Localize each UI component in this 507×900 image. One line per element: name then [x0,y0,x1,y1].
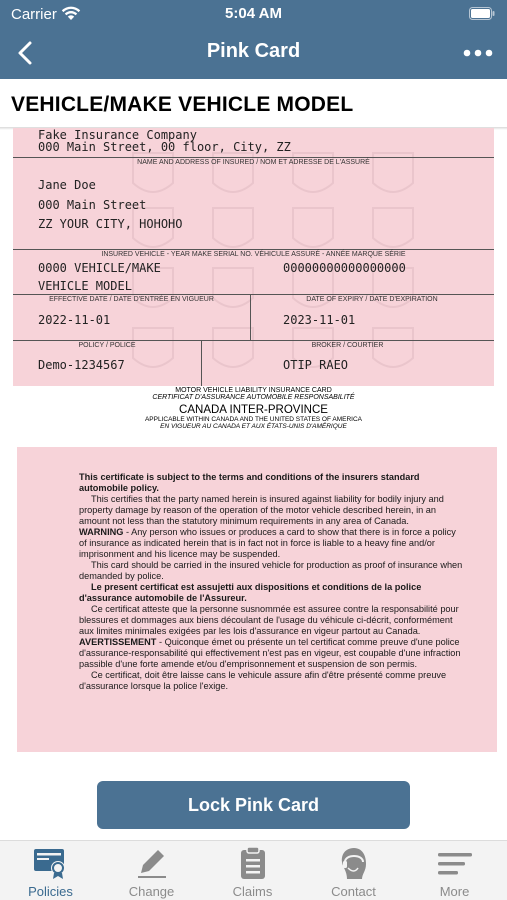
warning-text-french: - Quiconque émet ou présente un tel certificat comme preuve d'une police d'assurance-responsabilité qui effectivement n'est pas en vigeur, est coupable d'une infraction passible d'une forte amende et/ou d'emprisonnement et suspension de son permis. [79,637,461,669]
lock-pink-card-button[interactable]: Lock Pink Card [97,781,410,829]
ellipsis-icon [461,40,495,66]
warning-paragraph [79,527,465,560]
tab-policies[interactable] [0,841,101,900]
terms-statement: This certificate is subject to the terms and conditions of the insurers standard automobile policy. [79,472,420,493]
card-type-english: MOTOR VEHICLE LIABILITY INSURANCE CARD [175,387,332,394]
more-options-button[interactable] [461,40,495,66]
insured-street: 000 Main Street [38,198,147,212]
terms-statement-french: Le present certificat est assujetti aux dispositions et conditions de la police d'assurance automobile de l'Assureur. [79,582,422,603]
carrier-label: Carrier [11,6,57,23]
coverage-region: CANADA INTER-PROVINCE [179,404,328,416]
liability-statement-french: Ce certificat atteste que la personne susnommée est assuree contre la responsabilité pour blessures et dommages aux biens découlant de l'usage du véhicule ci-décrit, conformément aux limites minimales exigées par les lois d'assurance en vigeur partout au Canada. [79,604,459,636]
expiry-date: 2023-11-01 [283,313,356,327]
tab-label: More [439,884,470,899]
card-footer [13,386,494,436]
tab-label: Claims [232,884,273,899]
navigation-bar [0,0,507,79]
applicability-french: EN VIGUEUR AU CANADA ET AUX ÉTATS-UNIS D'AMÉRIQUE [160,423,347,430]
pencil-icon [134,846,170,880]
warning-heading-french: AVERTISSEMENT [79,637,157,647]
clipboard-icon [235,846,271,880]
tab-more[interactable] [404,841,505,900]
insurer-address: 000 Main Street, 00 floor, City, ZZ [38,140,291,154]
warning-heading: WARNING [79,527,124,537]
divider [13,157,494,158]
hamburger-menu-icon [437,846,473,880]
divider [250,294,251,340]
applicability-english: APPLICABLE WITHIN CANADA AND THE UNITED STATES OF AMERICA [144,416,363,423]
carry-card-statement: This card should be carried in the insured vehicle for production as proof of insurance when demanded by police. [79,560,463,581]
divider [201,340,202,386]
tab-bar [0,840,507,900]
vehicle-model: VEHICLE MODEL [38,279,132,293]
tab-label: Change [128,884,175,899]
vehicle-heading: VEHICLE/MAKE VEHICLE MODEL [0,79,507,129]
broker-name: OTIP RAEO [283,358,349,372]
effective-date: 2022-11-01 [38,313,111,327]
tab-contact[interactable] [303,841,404,900]
card-type-french: CERTIFICAT D'ASSURANCE AUTOMOBILE RESPONSABILITÉ [152,394,355,401]
divider [13,340,494,341]
insured-city: ZZ YOUR CITY, HOHOHO [38,217,183,231]
warning-text: - Any person who issues or produces a card to show that there is in force a policy of insurance as indicated herein that is in fact not in force is liable to a heavy fine and/or imprisonment and his licence may be suspended. [79,527,456,559]
policy-label: POLICY / POLICE [78,342,136,349]
pink-card-front [13,128,494,386]
insurer-name: Fake Insurance Company [38,128,197,142]
contact-agent-icon [336,846,372,880]
tab-claims[interactable] [202,841,303,900]
broker-label: BROKER / COURTIER [311,342,384,349]
liability-statement: This certifies that the party named herein is insured against liability for bodily injury and property damage by reason of the operation of the motor vehicle described herein, in an amount not less than the statutory minimum requirements in any area of Canada. [79,494,444,526]
carry-card-statement-french: Ce certificat, doit être laisse cans le vehicule assure afin d'être présenté comme preuve d'assurance lorsque la police l'exige. [79,670,447,691]
battery-icon [469,7,495,24]
insured-name: Jane Doe [38,178,96,192]
effective-date-label: EFFECTIVE DATE / DATE D'ENTRÉE EN VIGUEUR [49,296,214,303]
status-bar [0,0,507,28]
tab-label: Policies [28,884,73,899]
pink-card-back [17,447,497,752]
expiry-date-label: DATE OF EXPIRY / DATE D'EXPIRATION [306,296,438,303]
insured-label: NAME AND ADDRESS OF INSURED / NOM ET ADRESSE DE L'ASSURÉ [137,159,370,166]
divider [13,249,494,250]
tab-change[interactable] [101,841,202,900]
vehicle-make: 0000 VEHICLE/MAKE [38,261,161,275]
warning-paragraph-french [79,637,465,670]
vehicle-serial: 00000000000000000 [283,261,406,275]
tab-label: Contact [331,884,376,899]
divider [13,294,494,295]
page-title: Pink Card [206,40,301,62]
policy-number: Demo-1234567 [38,358,125,372]
clock: 5:04 AM [225,5,282,22]
policy-card-icon [33,846,69,880]
vehicle-label: INSURED VEHICLE - YEAR MAKE SERIAL NO. VÉHICULE ASSURÉ - ANNÉE MARQUE SÉRIE [101,251,406,258]
